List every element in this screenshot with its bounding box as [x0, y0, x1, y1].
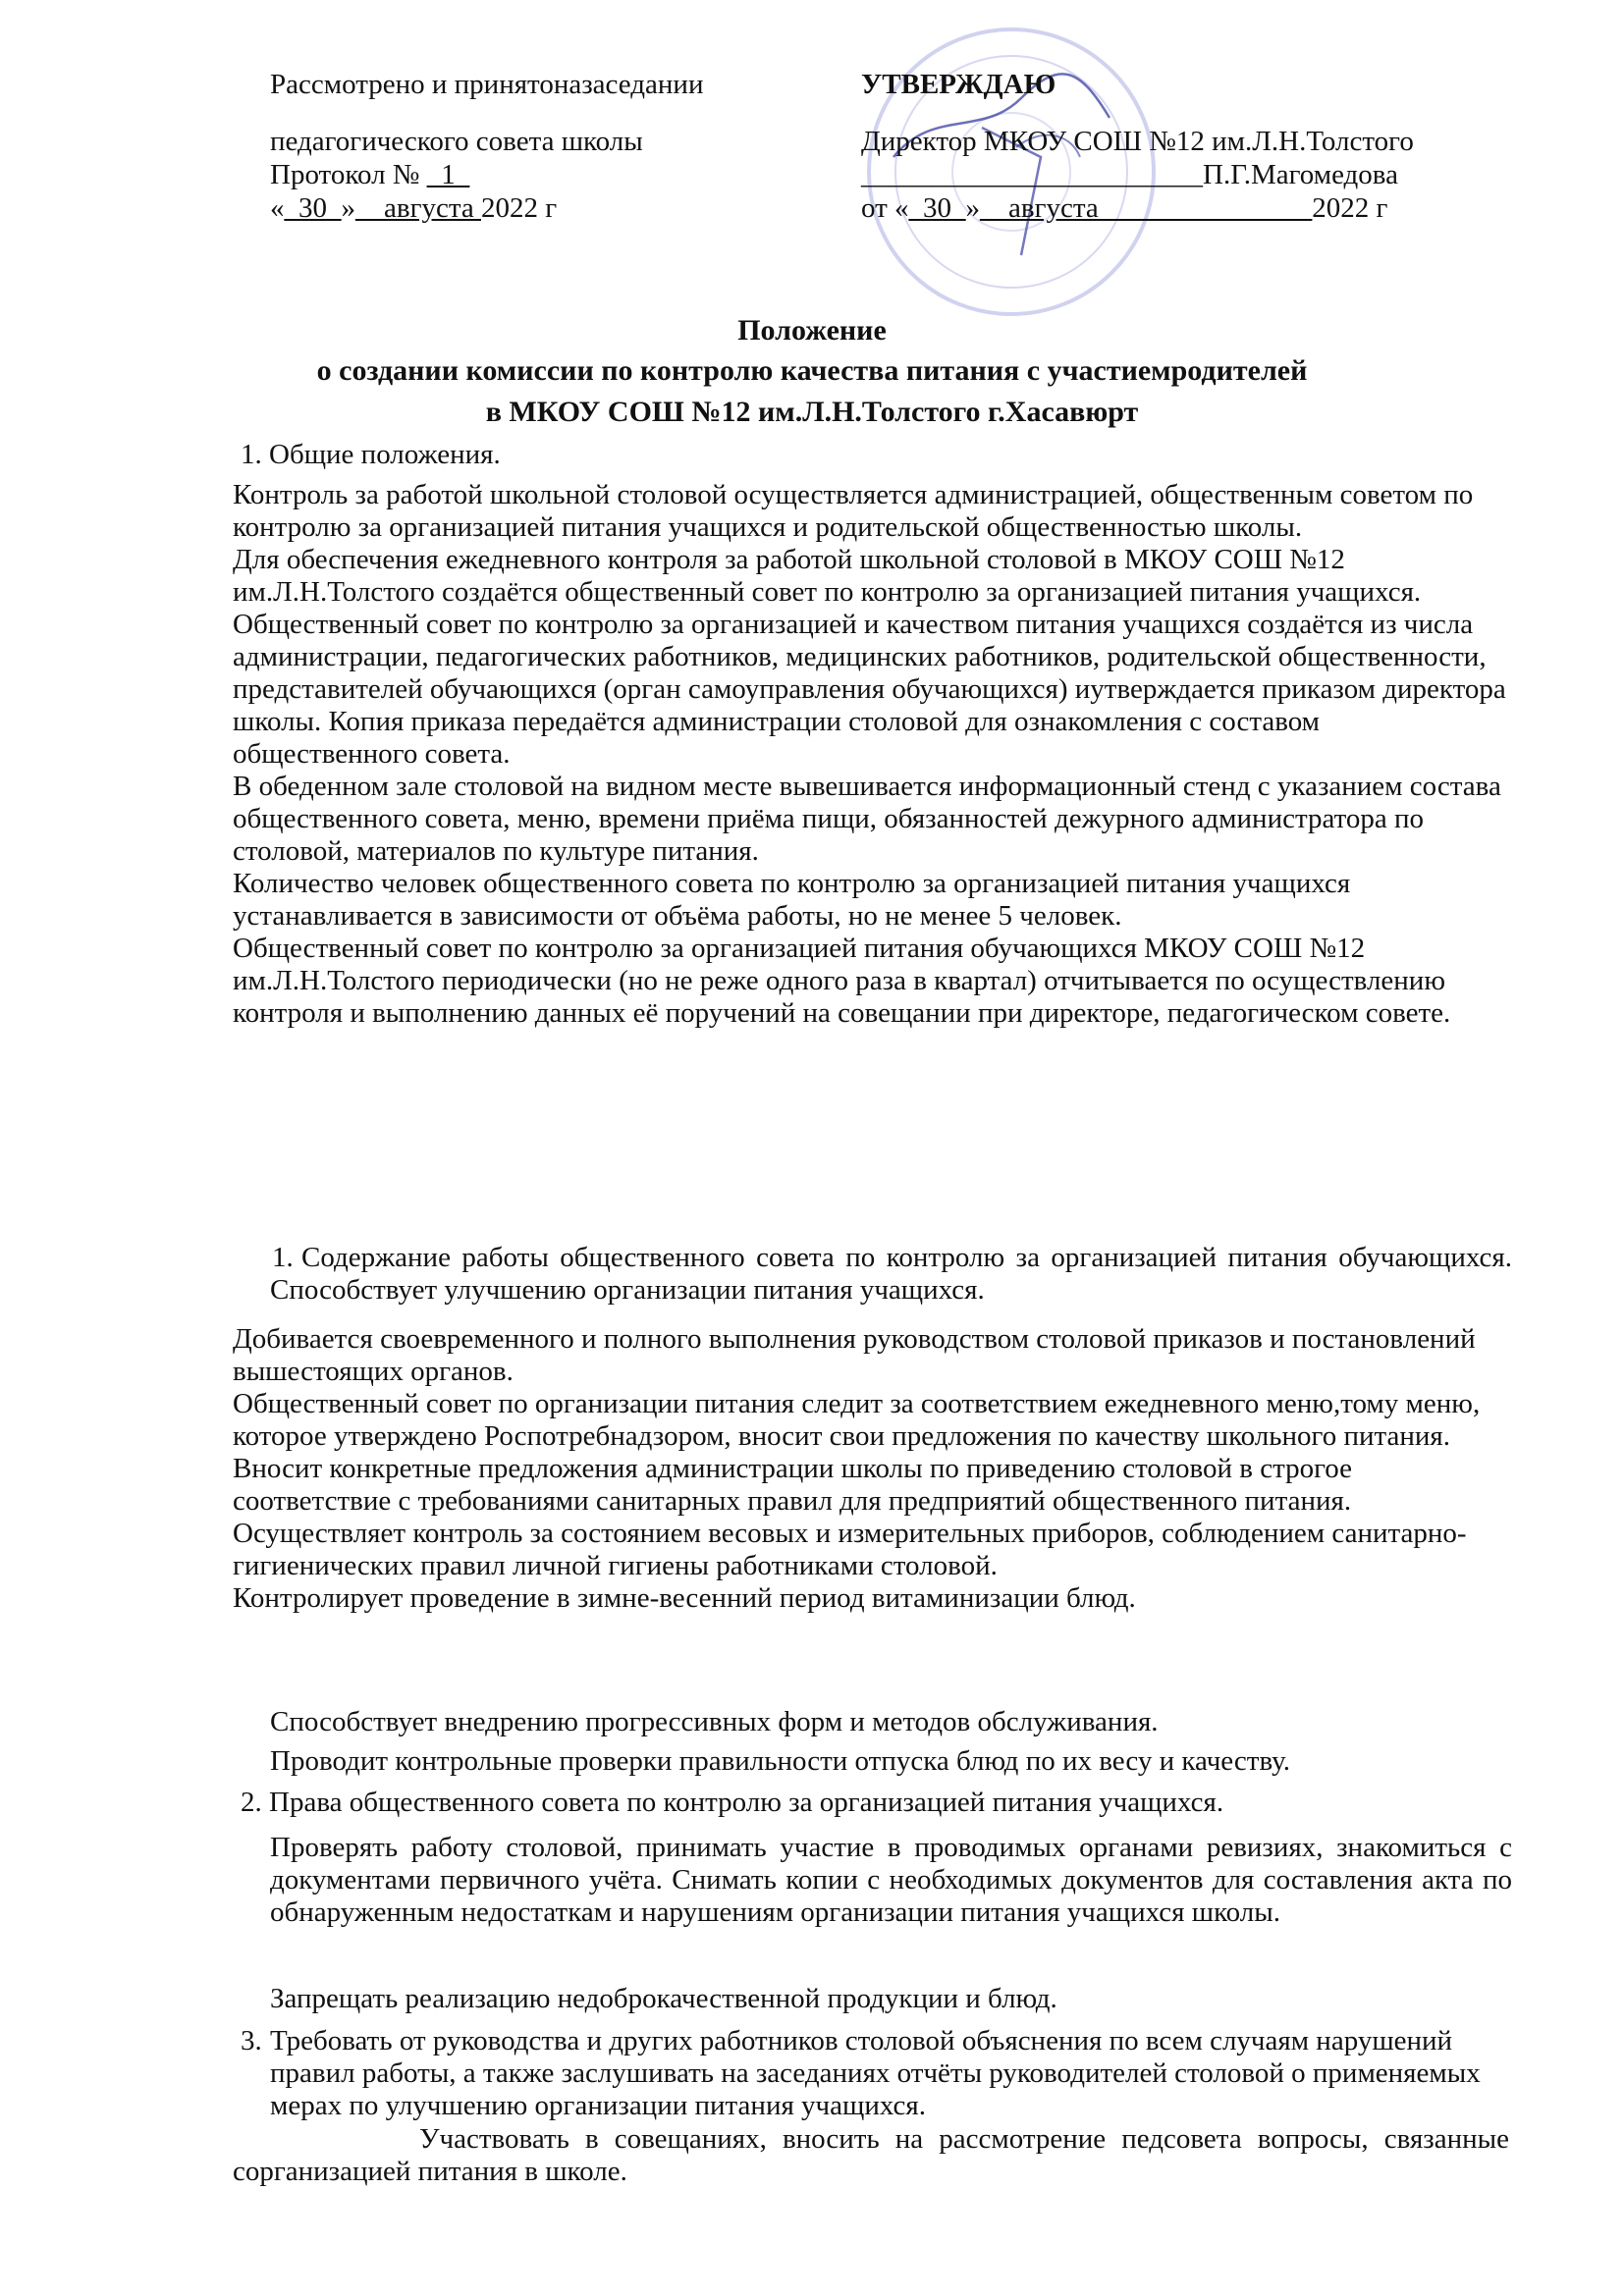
paragraph-16: Участвовать в совещаниях, вносить на рассмотрение педсовета вопросы, связанные сорганизацией питания в школе.: [233, 2123, 1509, 2187]
date-close-quote: »: [341, 192, 355, 224]
date-day: _30_: [284, 192, 342, 224]
date-year: 2022 г: [480, 192, 558, 224]
paragraph-4: В обеденном зале столовой на видном месте вывешивается информационный стенд с указанием состава общественного совета, меню, времени приёма пищи, обязанностей дежурного администратора по столовой, материалов по культуре питания.: [233, 771, 1501, 867]
protocol-number: _1_: [426, 159, 470, 190]
paragraph-15: Требовать от руководства и других работников столовой объяснения по всем случаям нарушений правил работы, а также заслушивать на заседаниях отчёты руководителей столовой о применяемых мерах по улучшению организации питания учащихся.: [270, 2025, 1481, 2121]
doc-subtitle-line1: о создании комиссии по контролю качества питания с участиемродителей: [316, 354, 1308, 387]
header-left-line1: Рассмотрено и принятоназаседании: [270, 69, 704, 100]
paragraph-1: Контроль за работой школьной столовой осуществляется администрацией, общественным советом по контролю за организацией питания учащихся и родительской общественностью школы.: [233, 479, 1474, 543]
section4-number: 3.: [241, 2025, 262, 2056]
paragraph-11: Способствует внедрению прогрессивных форм и методов обслуживания.: [270, 1706, 1159, 1737]
approve-date-month: __августа_______________: [980, 192, 1313, 224]
paragraph-14: Запрещать реализацию недоброкачественной продукции и блюд.: [270, 1983, 1057, 2014]
paragraph-3: Общественный совет по контролю за организацией и качеством питания учащихся создаётся из числа администрации, педагогических работников, медицинских работников, родительской общественности, представителей обучающихся (орган самоуправления обучающихся) иутверждается приказом директора школы. Копия приказа передаётся администрации столовой для ознакомления с составом общественного совета.: [233, 609, 1506, 770]
approve-date-day: _30_: [908, 192, 966, 224]
doc-title: Положение: [737, 314, 887, 347]
approve-date-prefix: от «: [861, 192, 909, 224]
paragraph-5: Количество человек общественного совета по контролю за организацией питания учащихся устанавливается в зависимости от объёма работы, но не менее 5 человек.: [233, 868, 1351, 932]
paragraph-2: Для обеспечения ежедневного контроля за работой школьной столовой в МКОУ СОШ №12 им.Л.Н.Толстого создаётся общественный совет по контролю за организацией питания учащихся.: [233, 544, 1422, 608]
approve-date-quote: »: [965, 192, 981, 224]
paragraph-8: Общественный совет по организации питания следит за соответствием ежедневного меню,тому меню, которое утверждено Роспотребнадзором, вносит свои предложения по качеству школьного питания.: [233, 1388, 1481, 1452]
paragraph-6: Общественный совет по контролю за организацией питания обучающихся МКОУ СОШ №12 им.Л.Н.Толстого периодически (но не реже одного раза в квартал) отчитывается по осуществлению контроля и выполнению данных её поручений на совещании при директоре, педагогическом совете.: [233, 933, 1451, 1029]
header-left-protocol: [270, 159, 820, 191]
signature-blank: ________________________: [861, 159, 1203, 190]
content-block: [233, 1323, 1509, 1615]
doc-subtitle-line2: в МКОУ СОШ №12 им.Л.Н.Толстого г.Хасавюрт: [485, 396, 1139, 428]
section1-heading: 1. Общие положения.: [241, 439, 501, 470]
paragraph-12: Проводит контрольные проверки правильности отпуска блюд по их весу и качеству.: [270, 1745, 1290, 1777]
date-open-quote: «: [270, 192, 285, 224]
date-month: __августа: [355, 192, 481, 224]
approve-date: [861, 192, 1509, 225]
signature-line: [861, 159, 1509, 191]
section2-text: Содержание работы общественного совета по контролю за организацией питания обучающихся. Способствует улучшению организации питания учащихся.: [270, 1242, 1512, 1306]
approve-date-year: 2022 г: [1312, 192, 1388, 224]
paragraph-7: Добивается своевременного и полного выполнения руководством столовой приказов и постановлений вышестоящих органов.: [233, 1323, 1476, 1387]
header-left-date: [270, 192, 820, 225]
paragraph-13: Проверять работу столовой, принимать участие в проводимых органами ревизиях, знакомиться с документами первичного учёта. Снимать копии с необходимых документов для составления акта по обнаруженным недостаткам и нарушениям организации питания учащихся школы.: [270, 1832, 1512, 1928]
section2-number: 1.: [272, 1242, 294, 1273]
paragraph-10: Контролирует проведение в зимне-весенний период витаминизации блюд.: [233, 1582, 1136, 1614]
director-name: П.Г.Магомедова: [1203, 159, 1398, 190]
approve-title: УТВЕРЖДАЮ: [861, 69, 1056, 100]
general-provisions: [233, 479, 1509, 1030]
protocol-label: Протокол №: [270, 159, 427, 190]
header-left-line2: педагогического совета школы: [270, 126, 643, 157]
paragraph-9: Вносит конкретные предложения администрации школы по приведению столовой в строгое соответствие с требованиями санитарных правил для предприятий общественного питания. Осуществляет контроль за состоянием весовых и измерительных приборов, соблюдением санитарно-гигиенических правил личной гигиены работниками столовой.: [233, 1453, 1467, 1581]
director-line: Директор МКОУ СОШ №12 им.Л.Н.Толстого: [861, 126, 1414, 157]
section3-heading: 2. Права общественного совета по контролю за организацией питания учащихся.: [241, 1787, 1224, 1818]
